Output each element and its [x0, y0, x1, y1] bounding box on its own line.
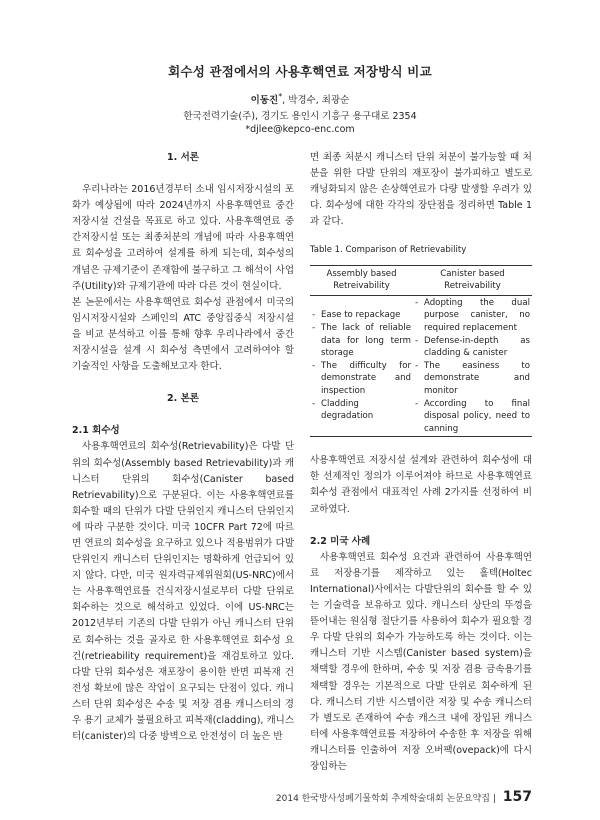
- post-table-paragraph: 사용후핵연료 저장시설 설계와 관련하여 회수성에 대한 선제적인 정의가 이루어져야 하므로 사용후핵연료 회수성 관점에서 대표적인 사례 2가지를 선정하여 비교하였다.: [310, 455, 532, 515]
- affiliation: 한국전력기술(주), 경기도 용인시 기흥구 용구대로 2354: [183, 111, 417, 122]
- subsection-2-1-heading: 2.1 회수성: [72, 425, 120, 437]
- main-author: 이동진: [250, 95, 279, 107]
- list-item: - According to final disposal policy, need to canning: [415, 398, 530, 436]
- retrievability-comparison-table: [310, 265, 532, 438]
- subsection-2-2-heading: 2.2 미국 사례: [310, 535, 371, 547]
- table-caption: Table 1. Comparison of Retrievability: [310, 245, 467, 256]
- table-header-canister: Canister based Retreivability: [413, 265, 532, 295]
- corresponding-mark: *: [278, 92, 283, 101]
- intro-paragraph-2: 본 논문에서는 사용후핵연료 회수성 관점에서 미국의 임시저장시설와 스페인의 ATC 중앙집중식 저장시설을 비교 분석하고 이를 통해 향후 우리나라에서 중간저장시설을 설계 시 회수성 측면에서 고려하여야 할 기술적인 사항을 도출해보고자 한다.: [72, 296, 294, 373]
- table-cell-canister: [413, 295, 532, 437]
- author-email: *djlee@kepco-enc.com: [245, 124, 355, 135]
- left-column: [72, 150, 294, 745]
- section-2-heading: 2. 본론: [167, 393, 199, 405]
- list-item: - The easiness to demonstrate and monitor: [415, 360, 530, 398]
- continued-paragraph: 면 최종 처분시 캐니스터 단위 처분이 불가능할 때 처분을 위한 다발 단위의 재포장이 불가피하고 별도로 캐닝화되지 않은 손상핵연료가 다량 발생할 우려가 있다. 회수성에 대한 각각의 장단점을 정리하면 Table 1과 같다.: [310, 152, 532, 228]
- co-authors: , 박경수, 최광순: [282, 95, 350, 107]
- list-item: - The difficulty for demonstrate and inspection: [312, 360, 411, 398]
- table-header-assembly: Assembly based Retreivability: [310, 265, 413, 295]
- list-item: - Defense-in-depth as cladding & canister: [415, 335, 530, 360]
- intro-paragraph-1: 우리나라는 2016년경부터 소내 임시저장시설의 포화가 예상됨에 따라 2024년까지 사용후핵연료 중간저장시설 건설을 목표로 하고 있다. 사용후핵연료 중간저장시설 또는 최종처분의 개념에 따라 사용후핵연료 회수성을 고려하여 설계를 하게 되는데, 회수성의 개념은 규제기준이 존재함에 불구하고 그 해석이 사업주(Utility)와 규제기관에 따라 다른 것이 현실이다.: [72, 184, 294, 292]
- us-case-paragraph: 사용후핵연료 회수성 요건과 관련하여 사용후핵연료 저장용기를 제작하고 있는 홀텍(Holtec International)사에서는 다발단위의 회수를 할 수 있는 기술력을 보유하고 있다. 캐니스터 상단의 뚜껑을 뜯어내는 원심형 절단기를 사용하여 회수가 필요할 경우 다발 단위의 회수가 가능하도록 하는 것이다. 이는 캐니스터 기반 시스템(Canister based system)을 채택할 경우에 한하며, 수송 및 저장 겸용 금속용기를 채택할 경우는 기본적으로 다발 단위로 회수하게 된다. 캐니스터 기반 시스템이란 저장 및 수송 캐니스터가 별도로 존재하여 수송 캐스크 내에 장입된 캐니스터에 사용후핵연료를 저장하여 수송한 후 저장을 위해 캐니스터를 인출하여 저장 오버팩(ovepack)에 다시 장입하는: [310, 551, 532, 772]
- list-item: - The lack of reliable data for long term storage: [312, 322, 411, 360]
- proceedings-name: 2014 한국방사성폐기물학회 추계학술대회 논문요약집: [275, 794, 490, 804]
- authors-line: [0, 92, 600, 106]
- paper-title: 회수성 관점에서의 사용후핵연료 저장방식 비교: [168, 64, 432, 79]
- list-item: - Cladding degradation: [312, 398, 411, 423]
- footer-separator: |: [492, 794, 496, 804]
- right-column: [310, 150, 532, 775]
- table-cell-assembly: [310, 295, 413, 437]
- page-number: 157: [502, 789, 532, 805]
- page-footer: [276, 789, 532, 805]
- list-item: - Adopting the dual purpose canister, no required replacement: [415, 297, 530, 335]
- section-1-heading: 1. 서론: [167, 152, 199, 163]
- retrievability-paragraph: 사용후핵연료의 회수성(Retrievability)은 다발 단위의 회수성(Assembly based Retrievability)과 캐니스터 단위의 회수성(Canister based Retrievability)으로 구분된다. 이는 사용후핵연료를 회수할 때의 단위가 다발 단위인지 캐니스터 단위인지에 따라 구분한 것이다. 미국 10CFR Part 72에 따르면 연료의 회수성을 요구하고 있으나 적용범위가 다발 단위인지 캐니스터 단위인지는 명확하게 언급되어 있지 않다. 다만, 미국 원자력규제위원회(US-NRC)에서는 사용후핵연료를 건식저장시설로부터 다발 단위로 회수하는 것으로 해석하고 있었다. 이에 US-NRC는 2012년부터 기존의 다발 단위가 아닌 캐니스터 단위로 회수하는 것을 골자로 한 사용후핵연료 회수성 요건(retrieability requirement)을 재검토하고 있다. 다발 단위 회수성은 재포장이 용이한 반면 피복재 건전성 확보에 많은 작업이 요구되는 단점이 있다. 캐니스터 단위 회수성은 수송 및 저장 겸용 캐니스터의 경우 용기 교체가 불필요하고 피복재(cladding), 캐니스터(canister)의 다중 방벽으로 안전성이 더 높은 반: [72, 441, 294, 743]
- list-item: - Ease to repackage: [312, 309, 411, 322]
